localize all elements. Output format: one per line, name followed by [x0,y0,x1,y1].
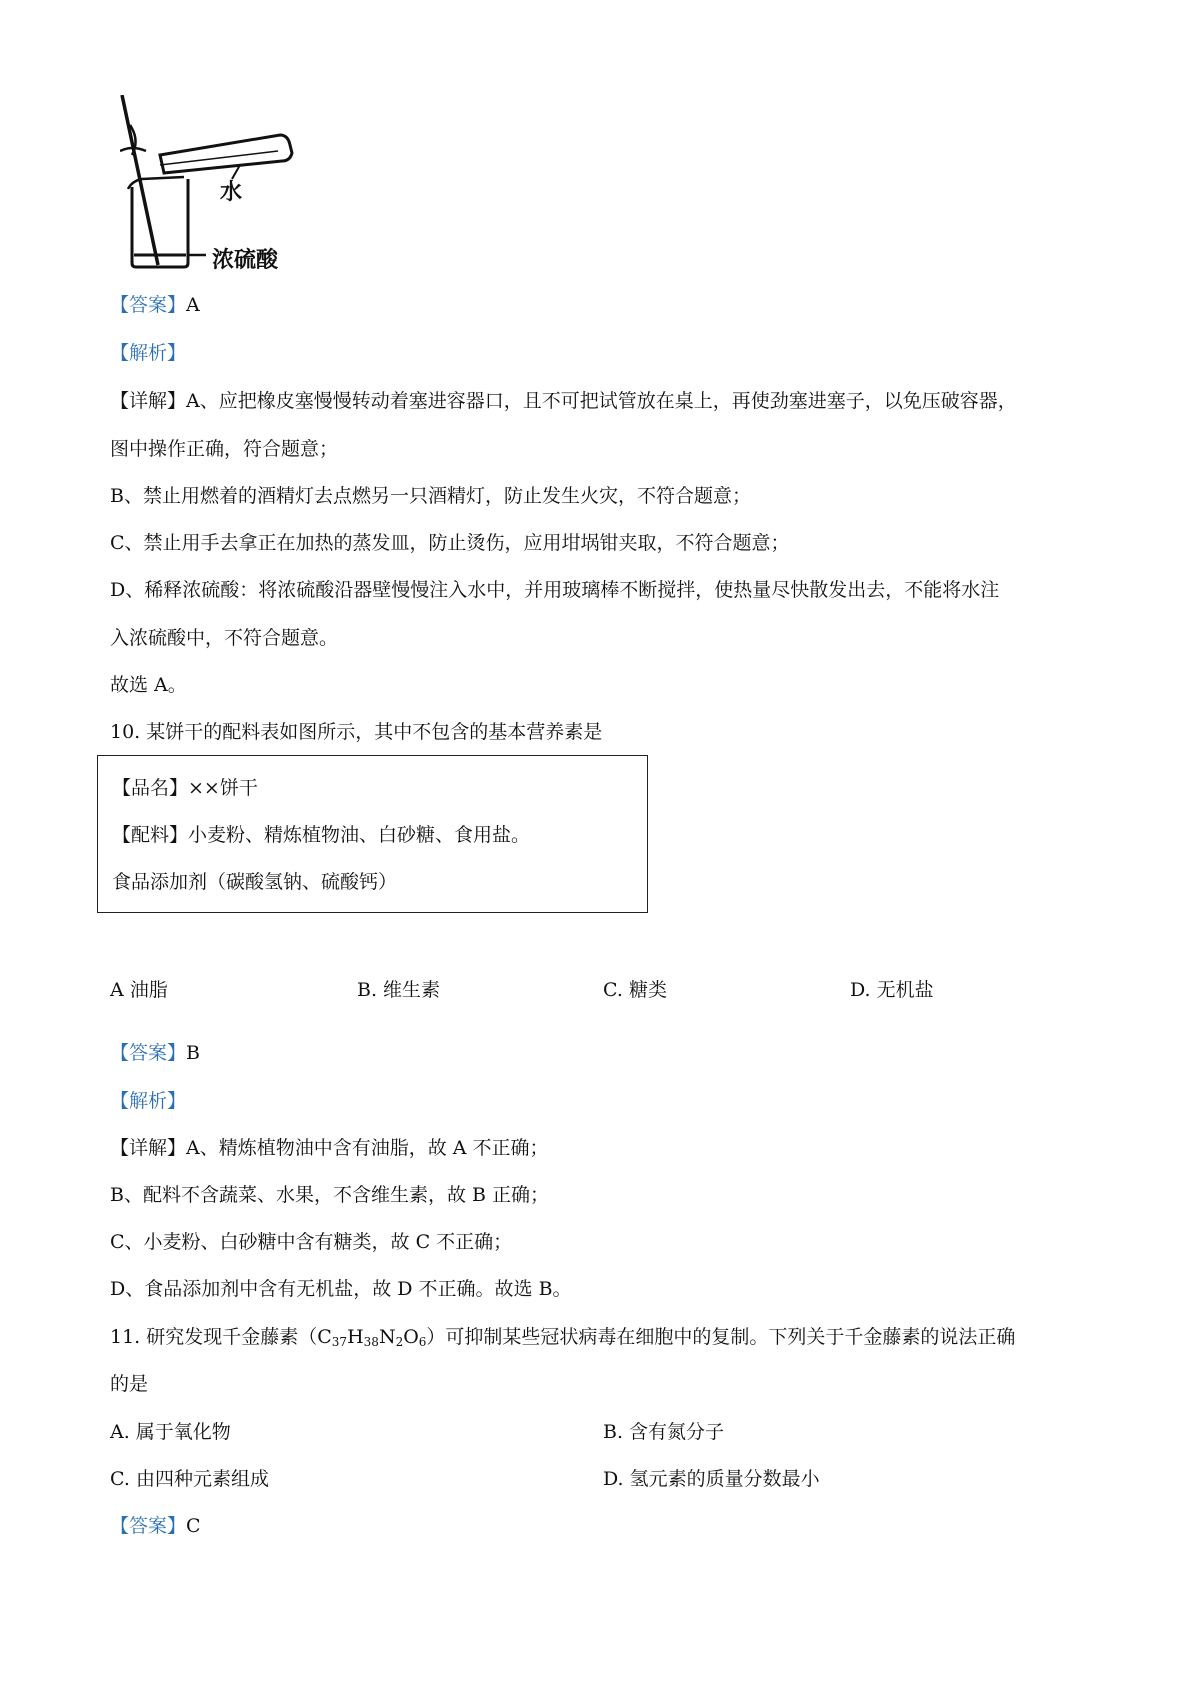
q9-detail-1: 【详解】A、应把橡皮塞慢慢转动着塞进容器口，且不可把试管放在桌上，再使劲塞进塞子，以免压破容器， [110,390,1017,412]
q11-option-c: C. 由四种元素组成 [110,1468,269,1490]
acid-label: 浓硫酸 [212,248,279,273]
q9-detail-6: 入浓硫酸中，不符合题意。 [110,627,339,649]
q11-answer [110,1514,201,1538]
q10-analysis-tag: 【解析】 [110,1090,187,1112]
q10-detail-1: 【详解】A、精炼植物油中含有油脂，故 A 不正确； [110,1137,549,1159]
q11-option-b: B. 含有氮分子 [603,1421,725,1443]
q10-option-a: A 油脂 [110,979,168,1001]
q10-detail-2: B、配料不含蔬菜、水果，不含维生素，故 B 正确； [110,1184,550,1206]
q11-stem-2: 的是 [110,1373,149,1395]
q9-answer [110,293,200,317]
ingredient-box [97,755,648,913]
q11-stem [110,1325,1015,1349]
sub-o: 6 [418,1335,427,1349]
answer-tag: 【答案】 [110,294,187,316]
q11-option-d: D. 氢元素的质量分数最小 [603,1468,820,1490]
answer-value: B [186,1042,200,1064]
q10-option-d: D. 无机盐 [850,979,934,1001]
box-line-3: 食品添加剂（碳酸氢钠、硫酸钙） [112,871,398,893]
q9-analysis-tag: 【解析】 [110,342,187,364]
answer-tag: 【答案】 [110,1042,187,1064]
sub-h: 38 [363,1335,379,1349]
box-line-2: 【配料】小麦粉、精炼植物油、白砂糖、食用盐。 [112,824,531,846]
sym-o: O [403,1326,419,1348]
dilution-figure [120,95,330,279]
q10-detail-4: D、食品添加剂中含有无机盐，故 D 不正确。故选 B。 [110,1278,572,1300]
sub-n: 2 [395,1335,404,1349]
sym-n: N [378,1326,396,1348]
stem-pre: 11. 研究发现千金藤素（C [110,1326,332,1348]
q9-detail-5: D、稀释浓硫酸：将浓硫酸沿器壁慢慢注入水中，并用玻璃棒不断搅拌，使热量尽快散发出去，不能将水注 [110,579,1000,601]
q9-conclusion: 故选 A。 [110,674,187,696]
q11-option-a: A. 属于氧化物 [110,1421,231,1443]
answer-tag: 【答案】 [110,1515,187,1537]
answer-value: C [186,1515,201,1537]
glass-rod [122,95,158,265]
sub-c: 37 [331,1335,348,1349]
q10-detail-3: C、小麦粉、白砂糖中含有糖类，故 C 不正确； [110,1231,513,1253]
test-tube [160,135,292,173]
stem-post: ）可抑制某些冠状病毒在细胞中的复制。下列关于千金藤素的说法正确 [426,1326,1016,1348]
q10-answer [110,1041,200,1065]
q9-detail-2: 图中操作正确，符合题意； [110,438,339,460]
q9-detail-3: B、禁止用燃着的酒精灯去点燃另一只酒精灯，防止发生火灾，不符合题意； [110,485,751,507]
water-label: 水 [220,180,243,205]
sym-h: H [347,1326,364,1348]
answer-value: A [186,294,200,316]
q10-stem: 10. 某饼干的配料表如图所示，其中不包含的基本营养素是 [110,721,603,743]
q10-option-c: C. 糖类 [603,979,667,1001]
q10-option-b: B. 维生素 [357,979,441,1001]
q9-detail-4: C、禁止用手去拿正在加热的蒸发皿，防止烫伤，应用坩埚钳夹取，不符合题意； [110,532,790,554]
box-line-1: 【品名】××饼干 [112,777,258,799]
